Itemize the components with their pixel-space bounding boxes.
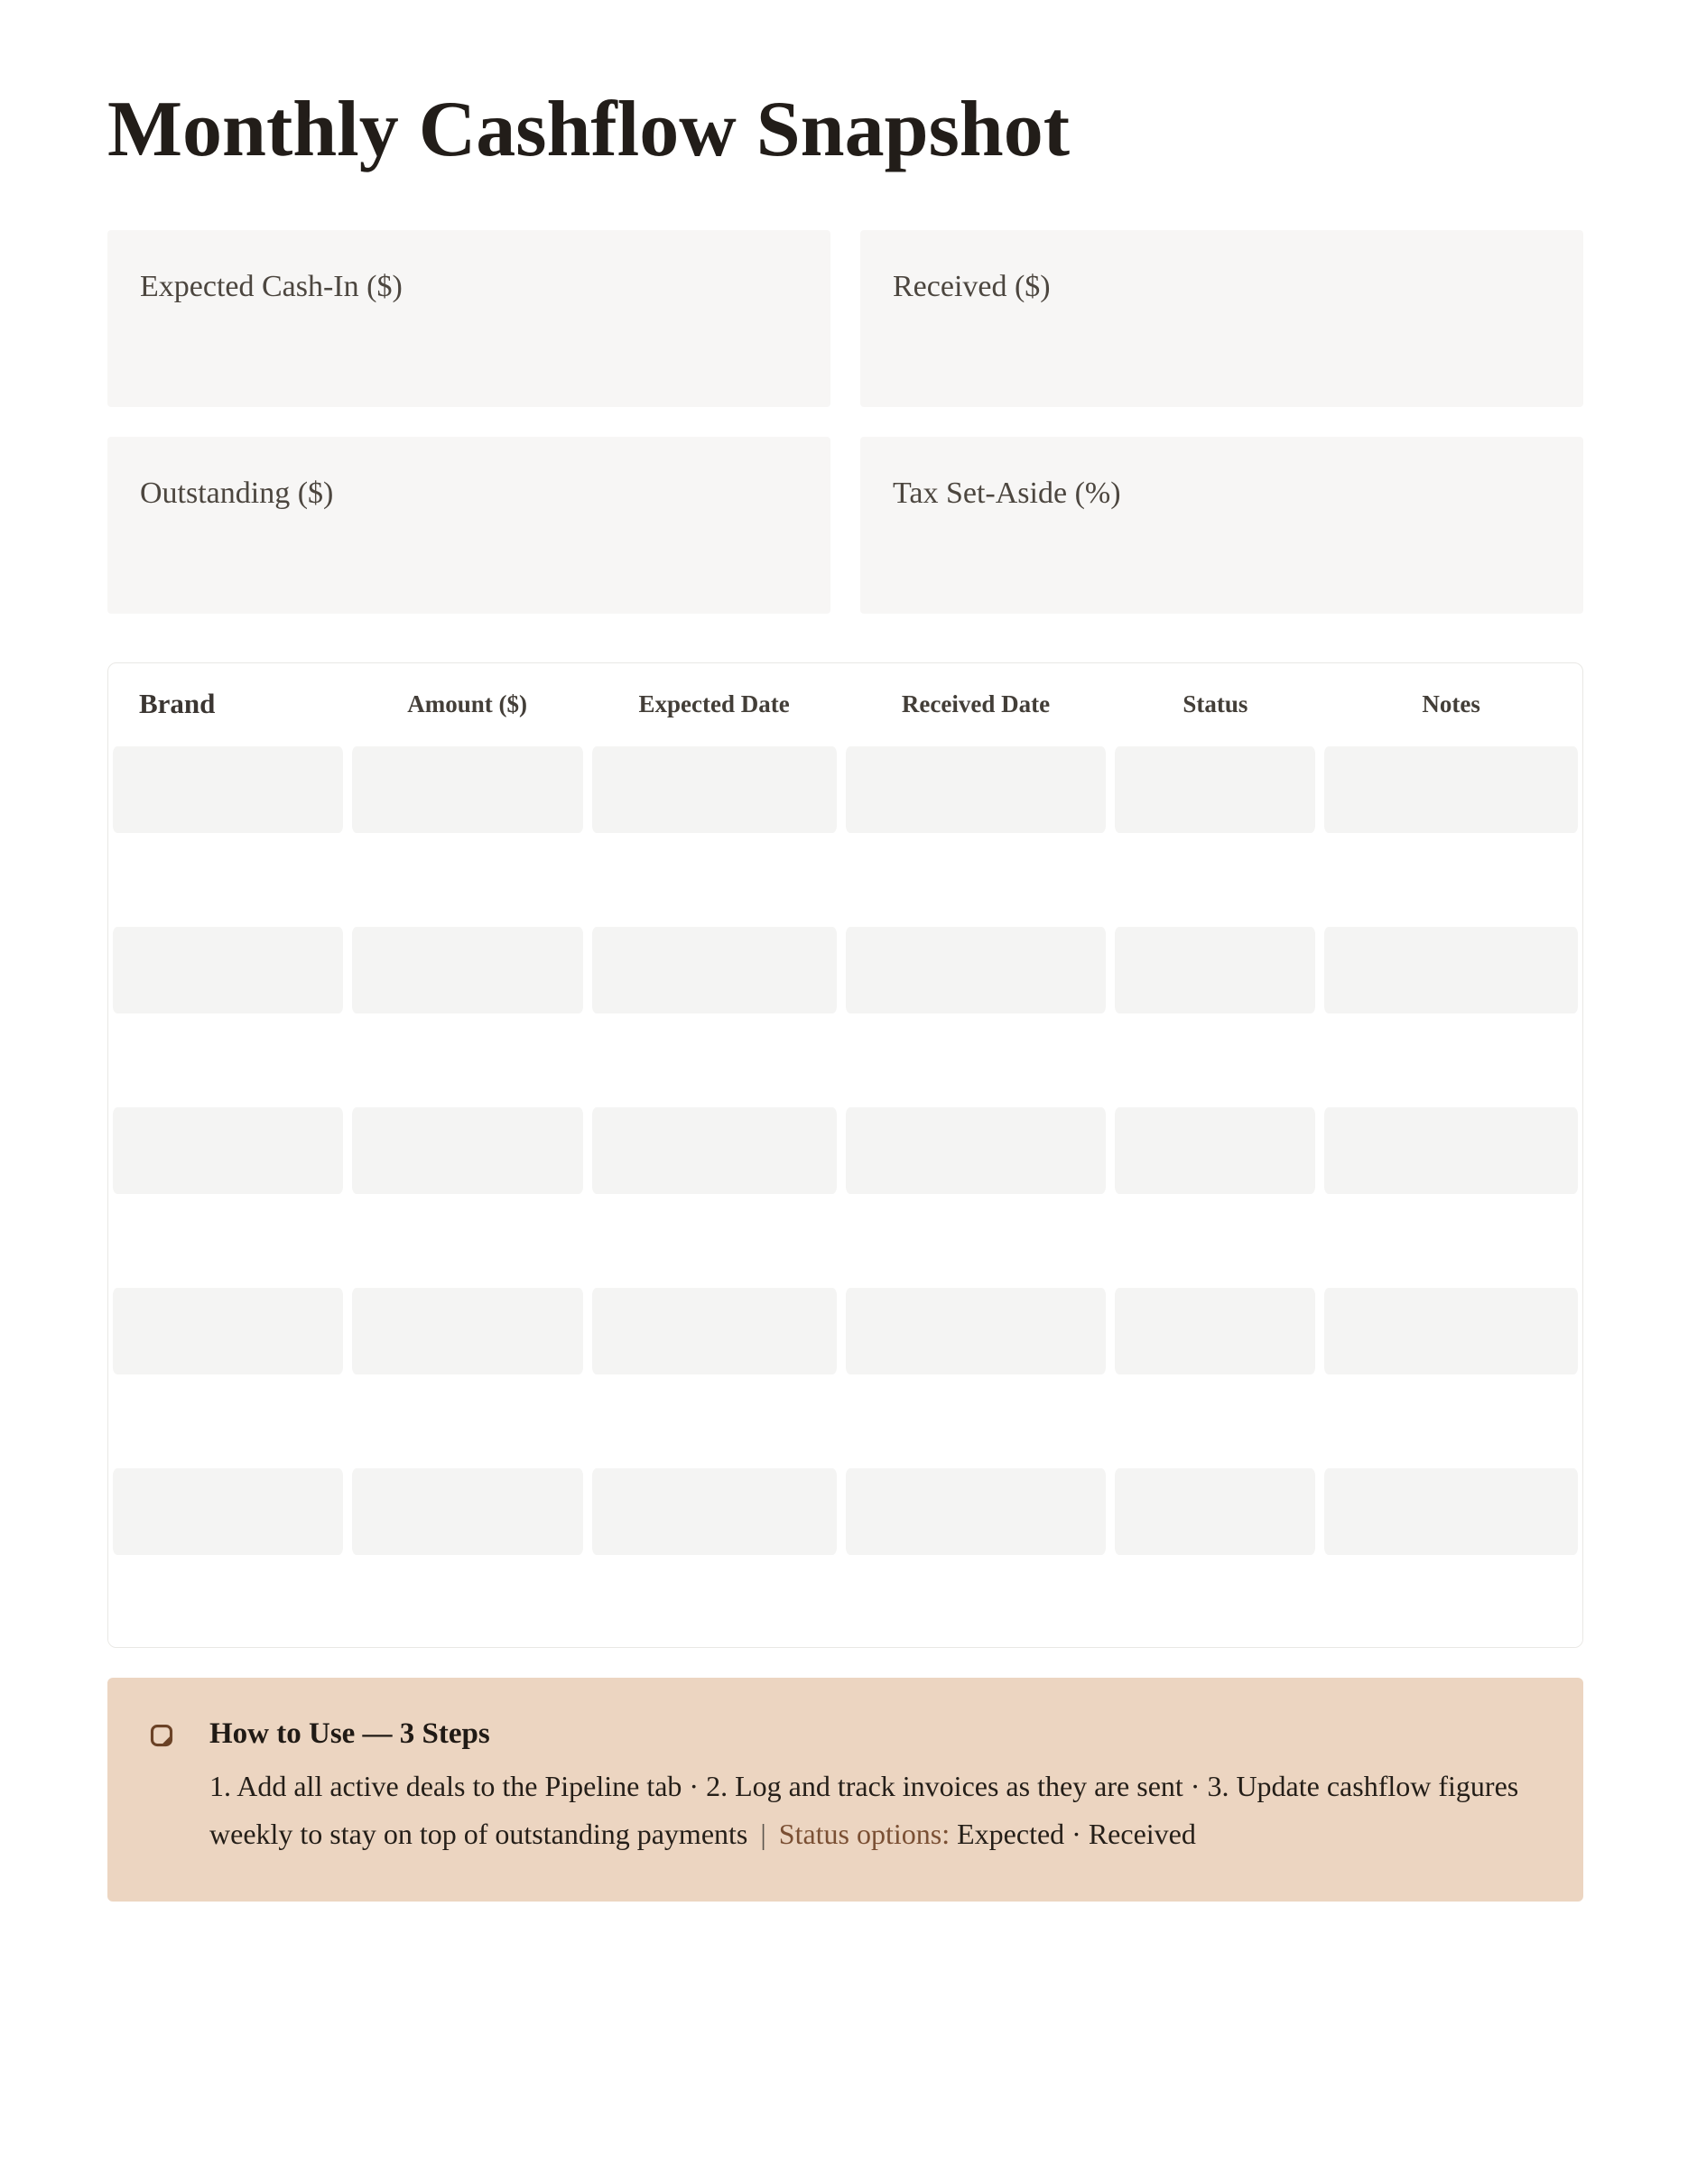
column-header-brand: Brand: [139, 688, 216, 720]
summary-card-expected-cash-in[interactable]: [107, 230, 830, 407]
table-header-row: [108, 663, 1582, 745]
table-row: [108, 925, 1582, 1015]
table-cell[interactable]: [1110, 745, 1320, 835]
table-cell[interactable]: [841, 1286, 1111, 1376]
table-row[interactable]: [108, 835, 1582, 925]
table-cell[interactable]: [348, 1286, 588, 1376]
table-row[interactable]: [108, 1015, 1582, 1106]
table-cell[interactable]: [1110, 1106, 1320, 1196]
summary-cards: [107, 230, 1583, 614]
callout-content: [209, 1717, 1534, 1858]
table-cell[interactable]: [1110, 1467, 1320, 1557]
table-cell[interactable]: [588, 1467, 841, 1557]
table-cell[interactable]: [1320, 745, 1582, 835]
table-cell[interactable]: [841, 925, 1111, 1015]
table-cell[interactable]: [348, 1106, 588, 1196]
card-label: Expected Cash-In ($): [140, 270, 403, 304]
card-label: Received ($): [893, 270, 1051, 304]
table-cell[interactable]: [348, 925, 588, 1015]
callout-title: How to Use — 3 Steps: [209, 1717, 490, 1751]
summary-card-tax-set-aside[interactable]: [860, 437, 1583, 614]
note-icon: [148, 1722, 175, 1754]
table-cell[interactable]: [1320, 925, 1582, 1015]
table-cell[interactable]: [108, 1106, 348, 1196]
table-cell[interactable]: [108, 1286, 348, 1376]
summary-card-received[interactable]: [860, 230, 1583, 407]
table-row[interactable]: [108, 1196, 1582, 1286]
table-cell[interactable]: [348, 1467, 588, 1557]
table-cell[interactable]: [1320, 1467, 1582, 1557]
table-row: [108, 1467, 1582, 1557]
table-row: [108, 1286, 1582, 1376]
status-options-values: Expected · Received: [957, 1818, 1196, 1851]
callout-separator: |: [760, 1818, 766, 1851]
status-options-label: Status options:: [778, 1818, 951, 1851]
card-label: Tax Set-Aside (%): [893, 477, 1121, 511]
table-row[interactable]: [108, 1376, 1582, 1467]
cashflow-table: [107, 662, 1583, 1648]
table-cell[interactable]: [1110, 1286, 1320, 1376]
table-row: [108, 745, 1582, 835]
table-cell[interactable]: [108, 1467, 348, 1557]
column-header-received-date: Received Date: [901, 689, 1051, 717]
card-label: Outstanding ($): [140, 477, 334, 511]
column-header-notes: Notes: [1422, 689, 1480, 717]
callout-steps-text: 1. Add all active deals to the Pipeline tab · 2. Log and track invoices as they are sent · 3. Update cashflow figures weekly to stay on top of outstanding payments: [209, 1770, 1519, 1851]
table-cell[interactable]: [1320, 1286, 1582, 1376]
column-header-expected-date: Expected Date: [638, 689, 790, 717]
how-to-use-callout: [107, 1678, 1583, 1902]
table-row: [108, 1106, 1582, 1196]
table-cell[interactable]: [1320, 1106, 1582, 1196]
callout-body: [209, 1763, 1534, 1858]
table-cell[interactable]: [1110, 925, 1320, 1015]
table-cell[interactable]: [588, 1286, 841, 1376]
table-cell[interactable]: [841, 1467, 1111, 1557]
table-cell[interactable]: [588, 1106, 841, 1196]
table-cell[interactable]: [588, 745, 841, 835]
column-header-amount: Amount ($): [407, 689, 527, 717]
page-title: Monthly Cashflow Snapshot: [107, 86, 1071, 173]
table-cell[interactable]: [841, 1106, 1111, 1196]
table-cell[interactable]: [348, 745, 588, 835]
column-header-status: Status: [1183, 689, 1248, 717]
table-cell[interactable]: [108, 925, 348, 1015]
table-cell[interactable]: [108, 745, 348, 835]
table-cell[interactable]: [588, 925, 841, 1015]
table-cell[interactable]: [841, 745, 1111, 835]
summary-card-outstanding[interactable]: [107, 437, 830, 614]
table-row[interactable]: [108, 1557, 1582, 1647]
